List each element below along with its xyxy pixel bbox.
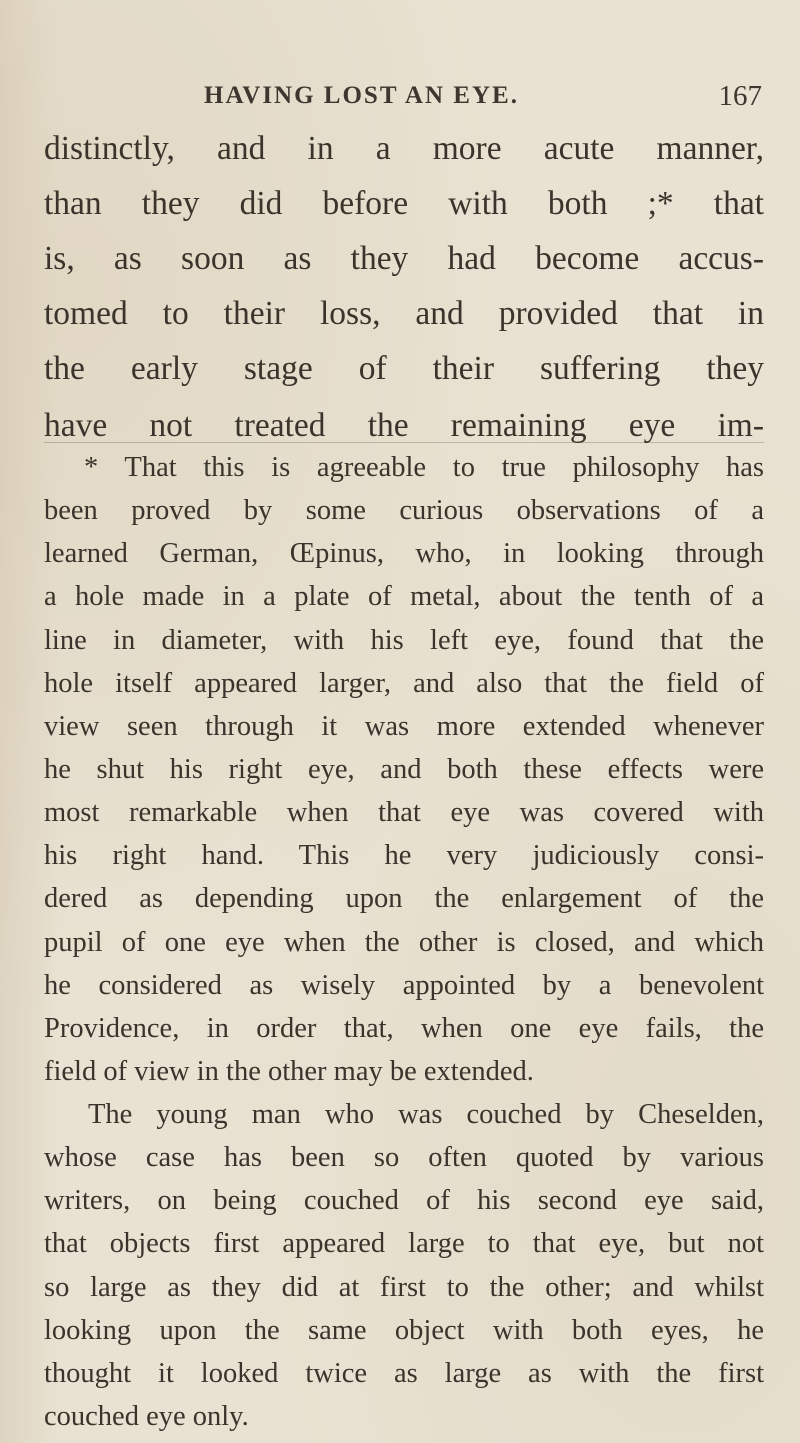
main-text-line: tomed to their loss, and provided that in xyxy=(44,295,764,332)
footnote-line: he considered as wisely appointed by a benevolent xyxy=(44,970,764,1001)
main-text-line: the early stage of their suffering they xyxy=(44,350,764,387)
footnote-line: dered as depending upon the enlargement of the xyxy=(44,883,764,914)
footnote-line: * That this is agreeable to true philosophy has xyxy=(84,452,764,483)
main-text-line: than they did before with both ;* that xyxy=(44,185,764,222)
footnote-line: thought it looked twice as large as with the first xyxy=(44,1358,764,1389)
footnote-line: field of view in the other may be extended. xyxy=(44,1056,534,1087)
main-text-line: distinctly, and in a more acute manner, xyxy=(44,130,764,167)
footnote-line: most remarkable when that eye was covered with xyxy=(44,797,764,828)
footnote-line: his right hand. This he very judiciously consi- xyxy=(44,840,764,871)
footnote-line: he shut his right eye, and both these effects were xyxy=(44,754,764,785)
footnote-line: a hole made in a plate of metal, about the tenth of a xyxy=(44,581,764,612)
footnote-line: whose case has been so often quoted by various xyxy=(44,1142,764,1173)
footnote-line: so large as they did at first to the other; and whilst xyxy=(44,1272,764,1303)
footnote-line: Providence, in order that, when one eye fails, the xyxy=(44,1013,764,1044)
footnote-line: view seen through it was more extended whenever xyxy=(44,711,764,742)
footnote-line: learned German, Œpinus, who, in looking through xyxy=(44,538,764,569)
footnote-line: couched eye only. xyxy=(44,1401,249,1432)
footnote-line: looking upon the same object with both eyes, he xyxy=(44,1315,764,1346)
main-text-line: have not treated the remaining eye im- xyxy=(44,407,764,444)
main-text-line: is, as soon as they had become accus- xyxy=(44,240,764,277)
footnote-line: pupil of one eye when the other is closed, and which xyxy=(44,927,764,958)
footnote-line: line in diameter, with his left eye, found that the xyxy=(44,625,764,656)
page-number: 167 xyxy=(718,80,762,112)
footnote-rule xyxy=(44,442,764,443)
footnote-line: that objects first appeared large to that eye, but not xyxy=(44,1228,764,1259)
footnote-line: been proved by some curious observations of a xyxy=(44,495,764,526)
running-head xyxy=(204,82,762,122)
running-title: HAVING LOST AN EYE. xyxy=(204,82,519,109)
footnote-line: writers, on being couched of his second eye said, xyxy=(44,1185,764,1216)
footnote-line: hole itself appeared larger, and also that the field of xyxy=(44,668,764,699)
footnote-line: The young man who was couched by Cheselden, xyxy=(88,1099,764,1130)
